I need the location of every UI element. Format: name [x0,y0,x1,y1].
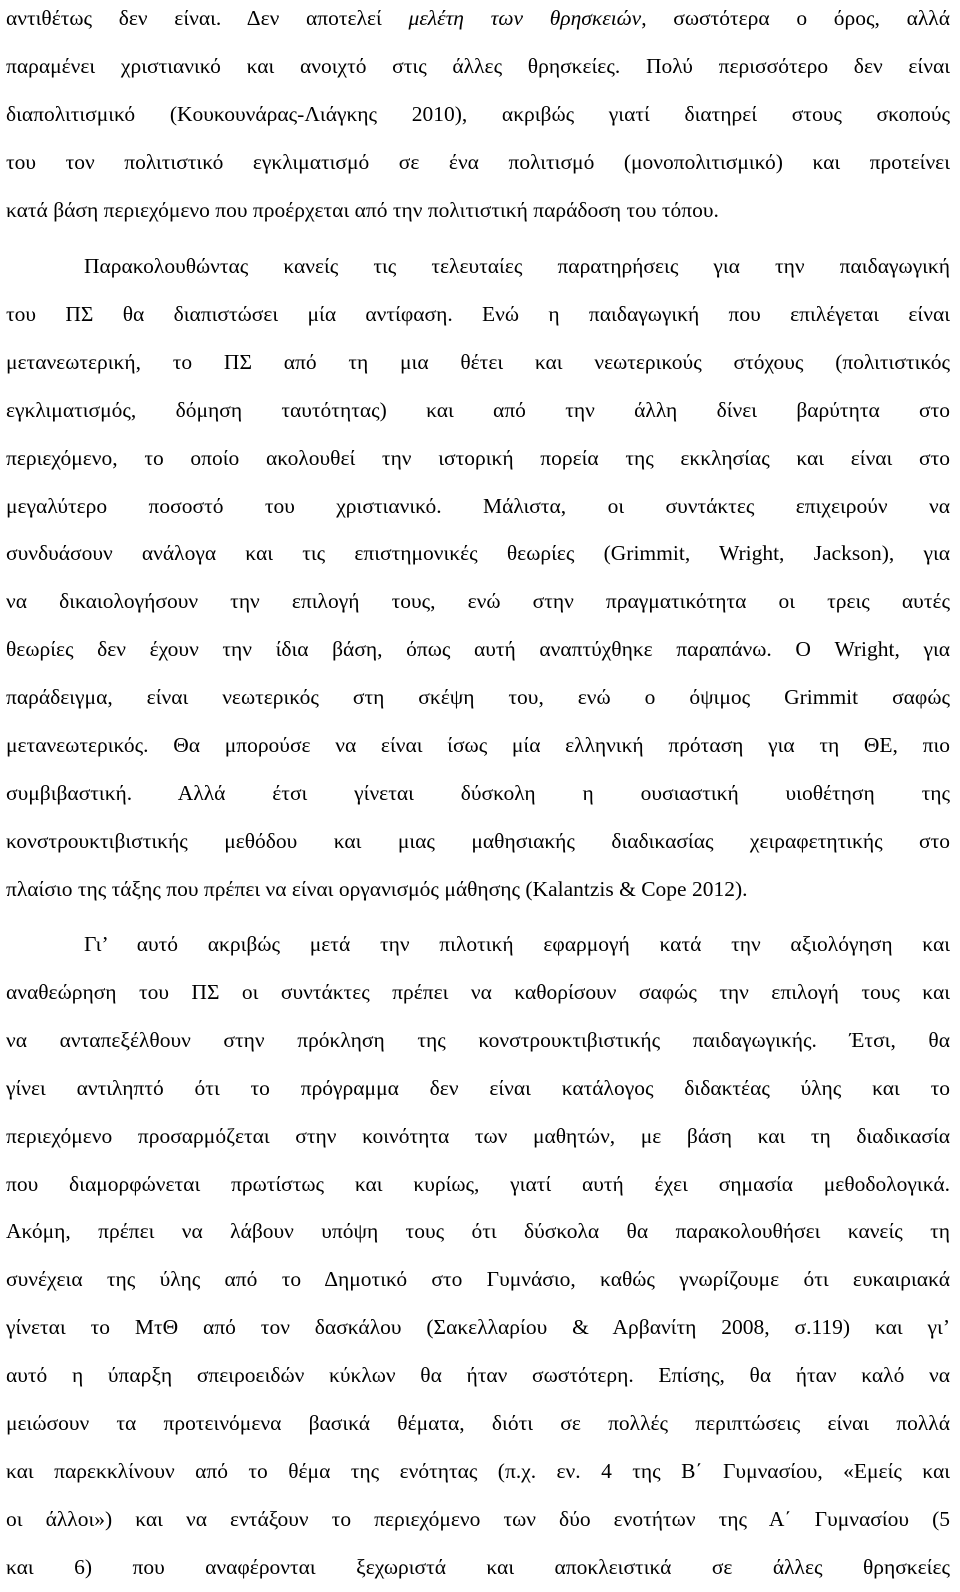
paragraph-line: και παρεκκλίνουν από το θέμα της ενότητας (π.χ. εν. 4 της Β΄ Γυμνασίου, «Εμείς και [6,1458,950,1483]
paragraph-line: παράδειγμα, είναι νεωτερικός στη σκέψη του, ενώ ο όψιμος Grimmit σαφώς [6,685,950,710]
paragraph-line: περιεχόμενο προσαρμόζεται στην κοινότητα των μαθητών, με βάση και τη διαδικασία [6,1123,950,1148]
paragraph-line: του τον πολιτιστικό εγκλιματισμό σε ένα πολιτισμό (μονοπολιτισμικό) και προτείνει [6,149,950,174]
paragraph-2 [6,243,950,914]
paragraph-line: παραμένει χριστιανικό και ανοιχτό στις άλλες θρησκείες. Πολύ περισσότερο δεν είναι [6,53,950,78]
paragraph-line: Παρακολουθώντας κανείς τις τελευταίες παρατηρήσεις για την παιδαγωγική [84,254,950,278]
paragraph-line: γίνει αντιληπτό ότι το πρόγραμμα δεν είναι κατάλογος διδακτέας ύλης και το [6,1075,950,1100]
paragraph-line: πλαίσιο της τάξης που πρέπει να είναι οργανισμός μάθησης (Kalantzis & Cope 2012). [6,876,748,901]
paragraph-1 [6,0,950,235]
paragraph-line: Γι’ αυτό ακριβώς μετά την πιλοτική εφαρμογή κατά την αξιολόγηση και [84,932,950,956]
paragraph-line: μειώσουν τα προτεινόμενα βασικά θέματα, διότι σε πολλές περιπτώσεις είναι πολλά [6,1411,950,1436]
italic-emphasis: μελέτη των θρησκειών [408,6,642,30]
paragraph-3 [6,921,950,1592]
paragraph-line: μετανεωτερικός. Θα μπορούσε να είναι ίσως μία ελληνική πρόταση για τη ΘΕ, πιο [6,733,950,758]
paragraph-line: αντιθέτως δεν είναι. Δεν αποτελεί μελέτη των θρησκειών, σωστότερα ο όρος, αλλά [6,6,951,30]
paragraph-line: εγκλιματισμός, δόμηση ταυτότητας) και από την άλλη δίνει βαρύτητα στο [6,397,950,422]
paragraph-line: να ανταπεξέλθουν στην πρόκληση της κονστρουκτιβιστικής παιδαγωγικής. Έτσι, θα [6,1027,950,1052]
paragraph-line: μετανεωτερική, το ΠΣ από τη μια θέτει και νεωτερικούς στόχους (πολιτιστικός [6,349,950,374]
paragraph-line: αυτό η ύπαρξη σπειροειδών κύκλων θα ήταν σωστότερη. Επίσης, θα ήταν καλό να [6,1363,950,1388]
paragraph-line: του ΠΣ θα διαπιστώσει μία αντίφαση. Ενώ η παιδαγωγική που επιλέγεται είναι [6,301,950,326]
paragraph-line: Ακόμη, πρέπει να λάβουν υπόψη τους ότι δύσκολα θα παρακολουθήσει κανείς τη [6,1219,950,1244]
paragraph-line: να δικαιολογήσουν την επιλογή τους, ενώ στην πραγματικότητα οι τρεις αυτές [6,589,950,614]
paragraph-line: που διαμορφώνεται πρωτίστως και κυρίως, γιατί αυτή έχει σημασία μεθοδολογικά. [6,1171,950,1196]
paragraph-line: διαπολιτισμικό (Κουκουνάρας-Λιάγκης 2010), ακριβώς γιατί διατηρεί στους σκοπούς [6,101,950,126]
paragraph-line: και 6) που αναφέρονται ξεχωριστά και αποκλειστικά σε άλλες θρησκείες [6,1554,950,1579]
paragraph-line: κονστρουκτιβιστικής μεθόδου και μιας μαθησιακής διαδικασίας χειραφετητικής στο [6,828,950,853]
paragraph-line: κατά βάση περιεχόμενο που προέρχεται από την πολιτιστική παράδοση του τόπου. [6,197,719,222]
paragraph-line: γίνεται το ΜτΘ από τον δασκάλου (Σακελλαρίου & Αρβανίτη 2008, σ.119) και γι’ [6,1315,950,1340]
paragraph-line: οι άλλοι») και να εντάξουν το περιεχόμενο των δύο ενοτήτων της Α΄ Γυμνασίου (5 [6,1506,950,1531]
paragraph-line: συμβιβαστική. Αλλά έτσι γίνεται δύσκολη η ουσιαστική υιοθέτηση της [6,780,950,805]
paragraph-line: μεγαλύτερο ποσοστό του χριστιανικό. Μάλιστα, οι συντάκτες επιχειρούν να [6,493,950,518]
paragraph-line: περιεχόμενο, το οποίο ακολουθεί την ιστορική πορεία της εκκλησίας και είναι στο [6,445,950,470]
paragraph-line: συνέχεια της ύλης από το Δημοτικό στο Γυμνάσιο, καθώς γνωρίζουμε ότι ευκαιριακά [6,1267,950,1292]
paragraph-line: αναθεώρηση του ΠΣ οι συντάκτες πρέπει να καθορίσουν σαφώς την επιλογή τους και [6,979,950,1004]
paragraph-line: θεωρίες δεν έχουν την ίδια βάση, όπως αυτή αναπτύχθηκε παραπάνω. Ο Wright, για [6,637,950,662]
paragraph-line: συνδυάσουν ανάλογα και τις επιστημονικές θεωρίες (Grimmit, Wright, Jackson), για [6,541,950,566]
